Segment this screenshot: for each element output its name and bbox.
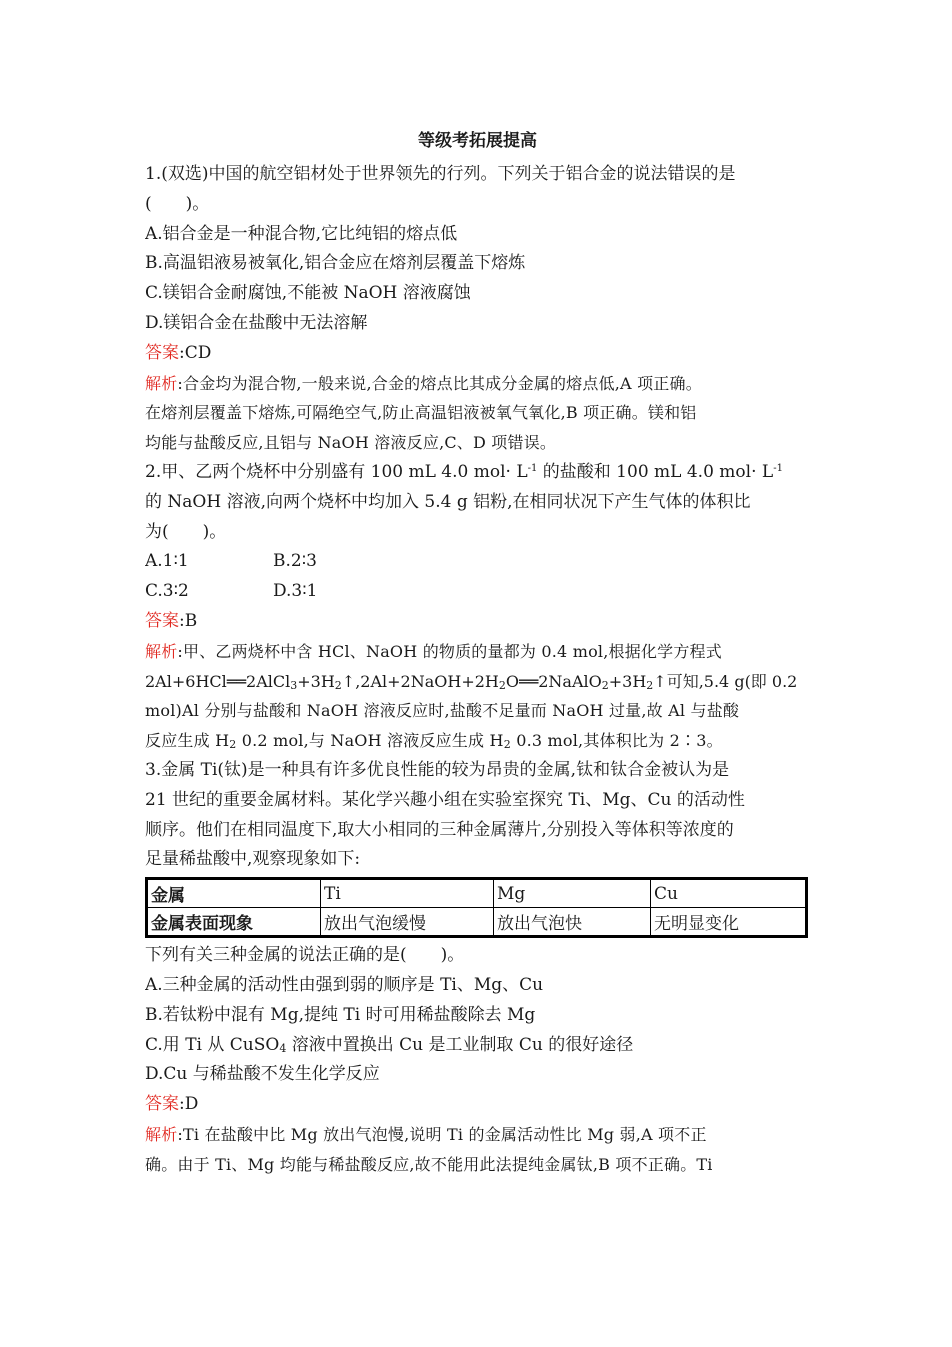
explanation-label: 解析 [145, 1124, 178, 1144]
eq-part: +3H [608, 671, 647, 691]
subscript: 2 [498, 678, 506, 692]
q2-options-row-2 [145, 577, 810, 607]
eq-part: ↑可知,5.4 g(即 0.2 [653, 671, 798, 691]
q1-answer-value: :CD [179, 342, 212, 363]
subscript: 3 [290, 678, 298, 692]
q2-explanation-line-1 [145, 637, 810, 667]
metal-observation-table [145, 877, 808, 938]
superscript: -1 [773, 462, 783, 474]
q1-explanation-line-2: 在熔剂层覆盖下熔炼,可隔绝空气,防止高温铝液被氧气氧化,B 项正确。镁和铝 [145, 403, 697, 423]
answer-label: 答案 [145, 610, 179, 631]
table-cell: 放出气泡缓慢 [321, 908, 494, 937]
eq-part: O══2NaAlO [505, 671, 602, 691]
q3-explanation-text: :Ti 在盐酸中比 Mg 放出气泡慢,说明 Ti 的金属活动性比 Mg 弱,A 项不正 [177, 1124, 707, 1144]
table-header-cell: 金属 [147, 879, 321, 908]
table-cell: 无明显变化 [651, 908, 807, 937]
subscript: 2 [503, 738, 511, 752]
expl-part: 0.2 mol,与 NaOH 溶液反应生成 H [236, 731, 504, 751]
q3-option-a: A.三种金属的活动性由强到弱的顺序是 Ti、Mg、Cu [145, 974, 544, 995]
q2-option-a: A.1∶1 [145, 551, 189, 572]
subscript: 2 [229, 738, 237, 752]
q3-option-d: D.Cu 与稀盐酸不发生化学反应 [145, 1064, 380, 1085]
q2-stem-line-3: 为( )。 [145, 521, 227, 542]
q1-answer [145, 339, 810, 369]
q2-options-row-1 [145, 547, 810, 577]
q1-option-d: D.镁铝合金在盐酸中无法溶解 [145, 312, 368, 333]
q2-stem-line-1 [145, 458, 810, 488]
q2-stem-part: 2.甲、乙两个烧杯中分别盛有 100 mL 4.0 mol· L [145, 461, 528, 482]
q1-stem-line-1: 1.(双选)中国的航空铝材处于世界领先的行列。下列关于铝合金的说法错误的是 [145, 164, 736, 184]
q2-option-d: D.3∶1 [273, 581, 318, 602]
expl-part: 反应生成 H [145, 731, 230, 751]
q1-explanation-line-3: 均能与盐酸反应,且铝与 NaOH 溶液反应,C、D 项错误。 [145, 433, 557, 453]
q3-stem-line-2: 21 世纪的重要金属材料。某化学兴趣小组在实验室探究 Ti、Mg、Cu 的活动性 [145, 789, 745, 810]
q3-stem-line-1: 3.金属 Ti(钛)是一种具有许多优良性能的较为昂贵的金属,钛和钛合金被认为是 [145, 759, 730, 780]
option-part: C.用 Ti 从 CuSO [145, 1034, 280, 1055]
q3-option-b: B.若钛粉中混有 Mg,提纯 Ti 时可用稀盐酸除去 Mg [145, 1004, 536, 1025]
table-cell: Cu [651, 879, 807, 908]
eq-part: +3H [297, 671, 335, 691]
document-page [145, 126, 810, 1180]
q2-option-b: B.2∶3 [273, 551, 317, 572]
table-cell: 放出气泡快 [494, 908, 651, 937]
q2-explanation-line-3: mol)Al 分别与盐酸和 NaOH 溶液反应时,盐酸不足量而 NaOH 过量,故 Al 与盐酸 [145, 701, 740, 721]
q1-option-a: A.铝合金是一种混合物,它比纯铝的熔点低 [145, 223, 458, 244]
q2-stem-line-2: 的 NaOH 溶液,向两个烧杯中均加入 5.4 g 铝粉,在相同状况下产生气体的体积比 [145, 491, 751, 512]
table-cell: Ti [321, 879, 494, 908]
q3-answer-value: :D [179, 1094, 199, 1115]
q2-explanation-text: :甲、乙两烧杯中含 HCl、NaOH 的物质的量都为 0.4 mol,根据化学方程式 [177, 641, 722, 661]
page-title: 等级考拓展提高 [418, 131, 537, 151]
explanation-label: 解析 [145, 641, 178, 661]
q1-explanation-line-1 [145, 369, 810, 399]
subscript: 2 [646, 678, 654, 692]
answer-label: 答案 [145, 342, 179, 363]
q2-equation-line [145, 667, 810, 697]
option-part: 溶液中置换出 Cu 是工业制取 Cu 的很好途径 [286, 1034, 634, 1055]
subscript: 4 [279, 1041, 287, 1055]
eq-part: 2Al+6HCl══2AlCl [145, 671, 291, 691]
superscript: -1 [527, 462, 538, 474]
q2-option-c: C.3∶2 [145, 581, 189, 602]
subscript: 2 [601, 678, 609, 692]
subscript: 2 [334, 678, 342, 692]
q2-answer [145, 607, 810, 637]
q3-stem-line-3: 顺序。他们在相同温度下,取大小相同的三种金属薄片,分别投入等体积等浓度的 [145, 819, 734, 840]
q3-explanation-line-2: 确。由于 Ti、Mg 均能与稀盐酸反应,故不能用此法提纯金属钛,B 项不正确。Ti [145, 1154, 713, 1174]
q2-explanation-line-4 [145, 726, 810, 756]
q2-answer-value: :B [179, 610, 198, 631]
q1-option-b: B.高温铝液易被氧化,铝合金应在熔剂层覆盖下熔炼 [145, 253, 526, 274]
q1-stem-line-2: ( )。 [145, 193, 210, 214]
q1-explanation-text: :合金均为混合物,一般来说,合金的熔点比其成分金属的熔点低,A 项正确。 [177, 373, 702, 393]
q3-question: 下列有关三种金属的说法正确的是( )。 [145, 945, 465, 966]
eq-part: ↑,2Al+2NaOH+2H [341, 671, 499, 691]
q3-option-c [145, 1031, 810, 1061]
q3-answer [145, 1090, 810, 1120]
q3-stem-line-4: 足量稀盐酸中,观察现象如下: [145, 849, 361, 870]
q1-option-c: C.镁铝合金耐腐蚀,不能被 NaOH 溶液腐蚀 [145, 283, 471, 304]
table-header-cell: 金属表面现象 [147, 908, 321, 937]
table-row [147, 879, 807, 908]
expl-part: 0.3 mol,其体积比为 2∶3。 [510, 731, 723, 751]
q3-explanation-line-1 [145, 1120, 810, 1150]
answer-label: 答案 [145, 1094, 179, 1115]
q2-stem-part: 的盐酸和 100 mL 4.0 mol· L [537, 461, 774, 482]
table-row [147, 908, 807, 937]
explanation-label: 解析 [145, 373, 178, 393]
table-cell: Mg [494, 879, 651, 908]
